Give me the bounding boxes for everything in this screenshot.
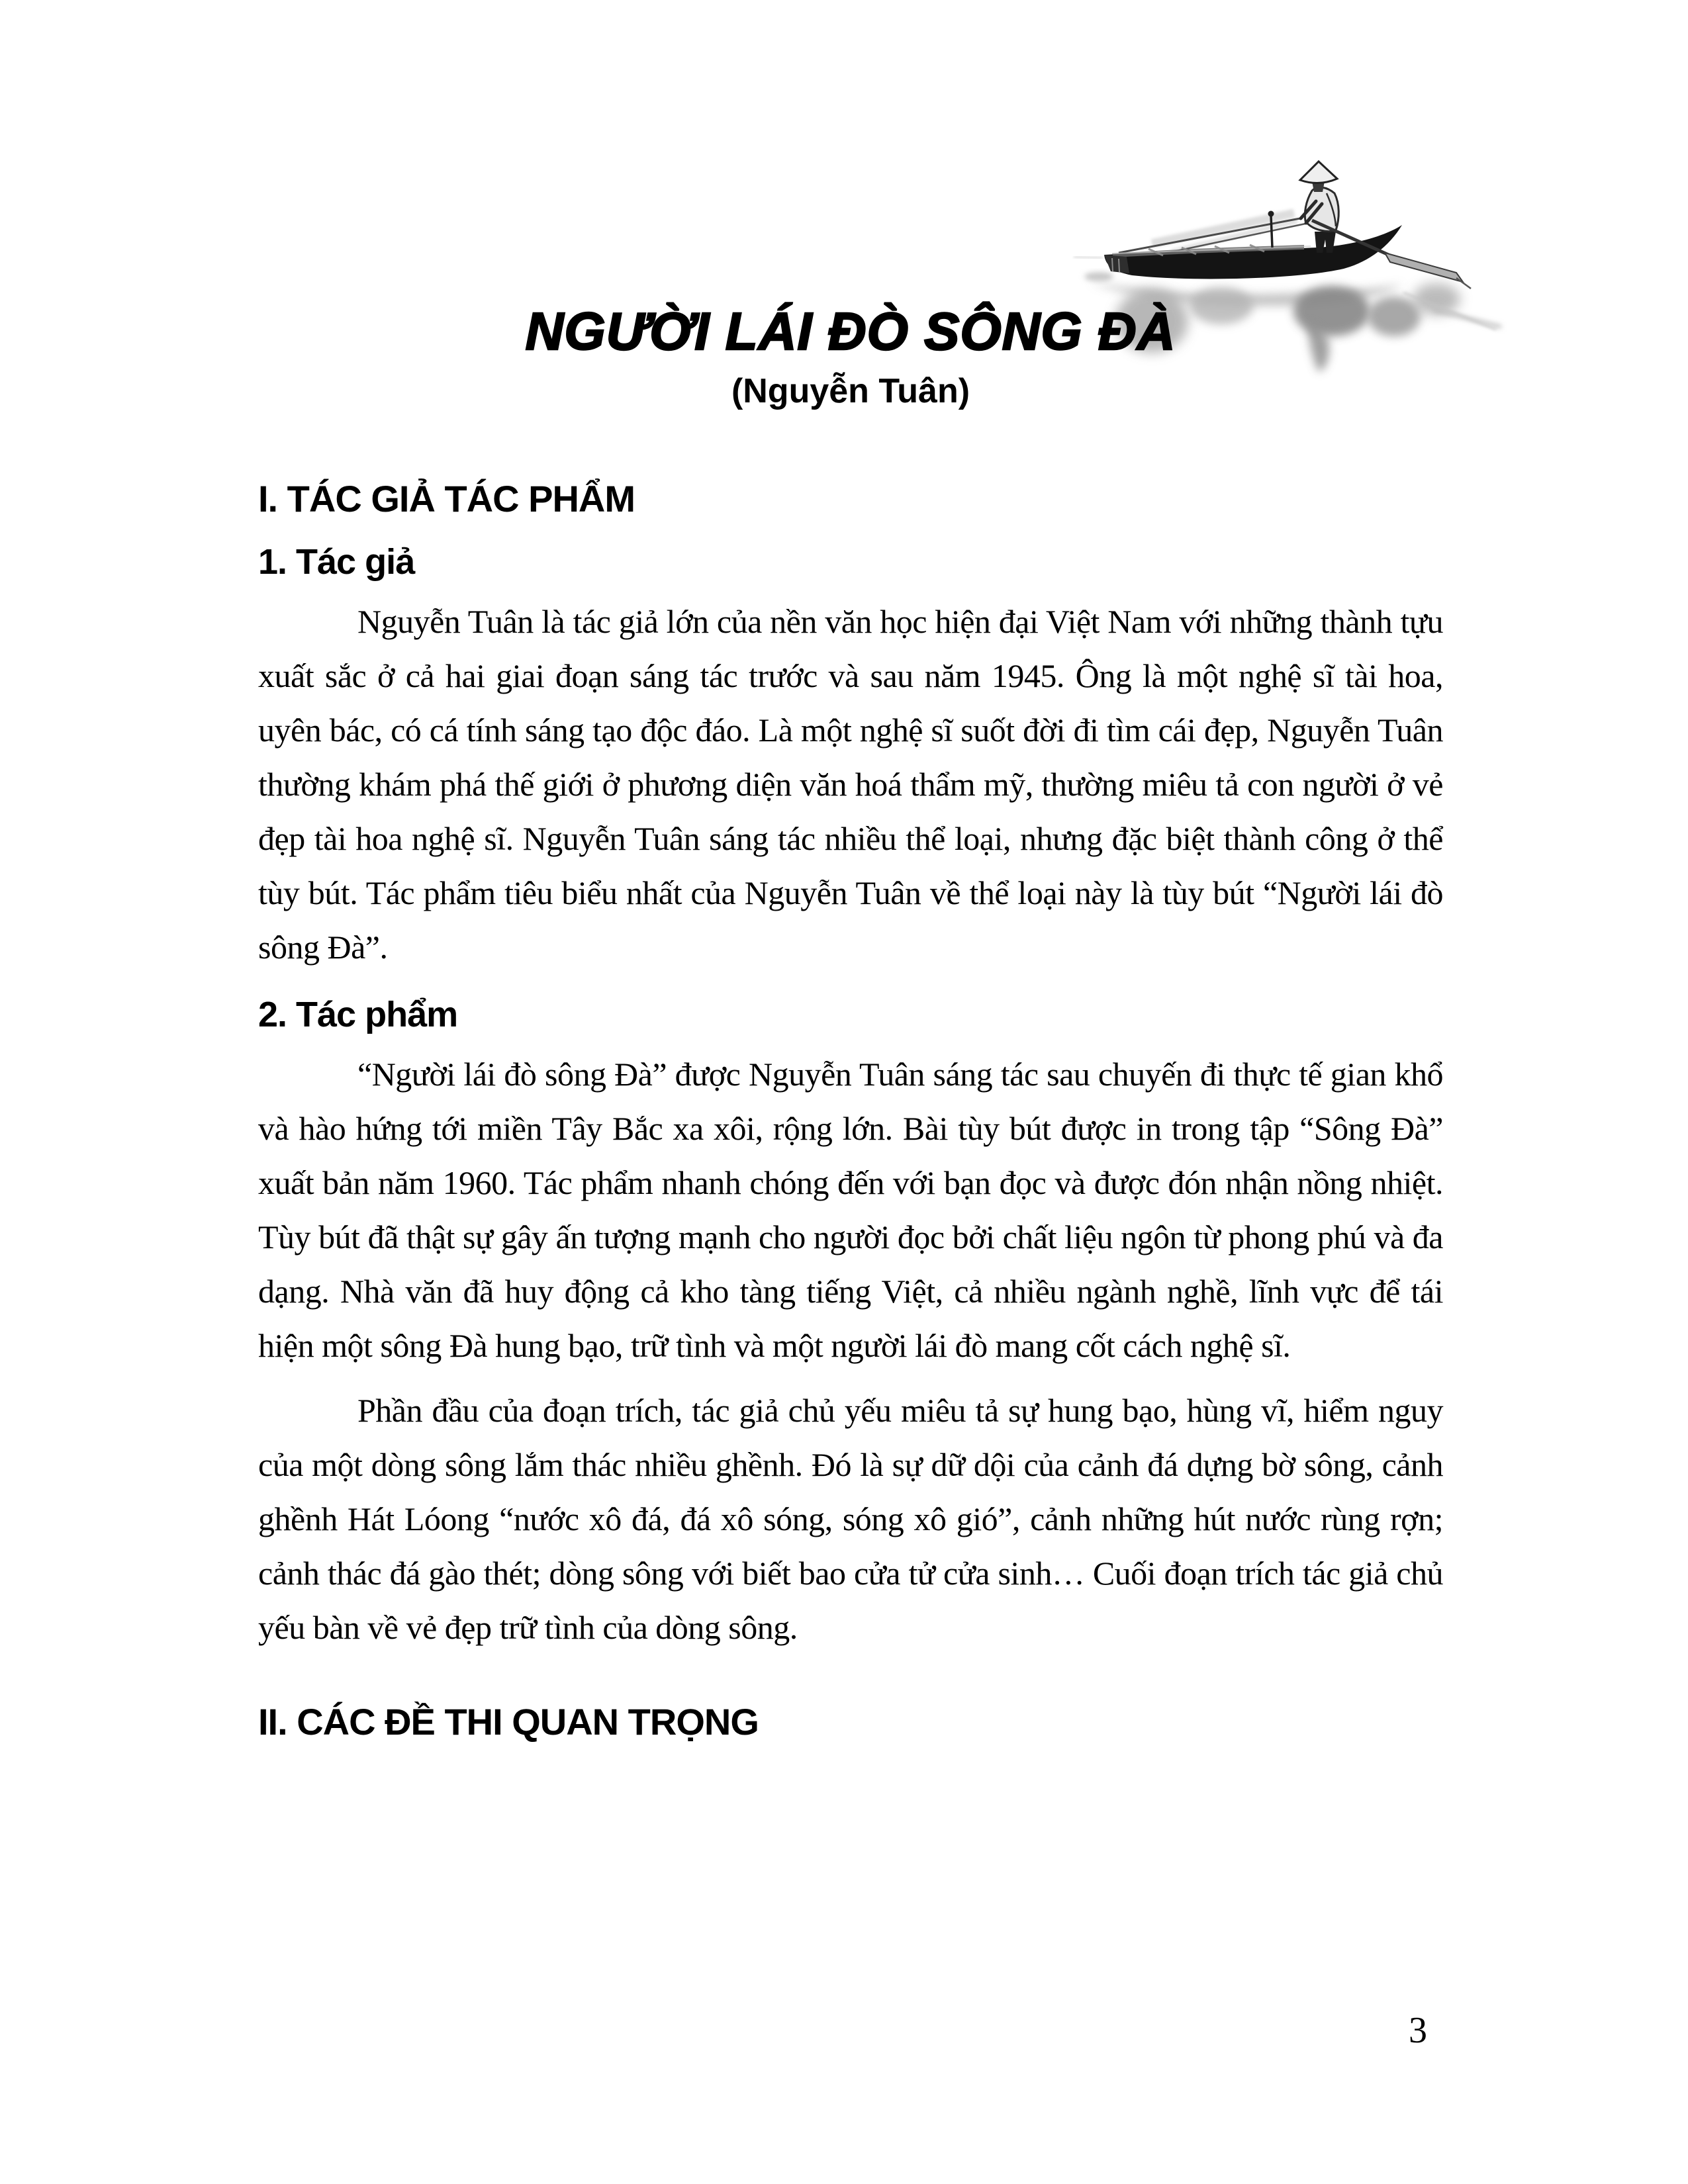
page-number: 3 [1409,2010,1427,2051]
document-title: NGƯỜI LÁI ĐÒ SÔNG ĐÀ [525,302,1176,361]
paragraph-excerpt-summary: Phần đầu của đoạn trích, tác giả chủ yếu miêu tả sự hung bạo, hùng vĩ, hiểm nguy của một dòng sông lắm thác nhiều ghềnh. Đó là sự dữ dội của cảnh đá dựng bờ sông, cảnh ghềnh Hát Lóong “nước xô đá, đá xô sóng, sóng xô gió”, cảnh những hút nước rùng rợn; cảnh thác đá gào thét; dòng sông với biết bao cửa tử cửa sinh… Cuối đoạn trích tác giả chủ yếu bàn về vẻ đẹp trữ tình của dòng sông. [258,1392,1443,1646]
subsection-heading-2: 2. Tác phẩm [258,995,458,1034]
conical-hat [1300,161,1337,183]
boatman-figure [1300,161,1338,253]
subsection-heading-1: 1. Tác giả [258,542,415,582]
text-column [258,474,1443,1747]
paragraph-author-bio: Nguyễn Tuân là tác giả lớn của nền văn học hiện đại Việt Nam với những thành tựu xuất sắc ở cả hai giai đoạn sáng tác trước và sau năm 1945. Ông là một nghệ sĩ tài hoa, uyên bác, có cá tính sáng tạo độc đáo. Là một nghệ sĩ suốt đời đi tìm cái đẹp, Nguyễn Tuân thường khám phá thế giới ở phương diện văn hoá thẩm mỹ, thường miêu tả con người ở vẻ đẹp tài hoa nghệ sĩ. Nguyễn Tuân sáng tác nhiều thể loại, nhưng đặc biệt thành công ở thể tùy bút. Tác phẩm tiêu biểu nhất của Nguyễn Tuân về thể loại này là tùy bút “Người lái đò sông Đà”. [258,603,1443,966]
paragraph-work-intro: “Người lái đò sông Đà” được Nguyễn Tuân sáng tác sau chuyến đi thực tế gian khổ và hào hứng tới miền Tây Bắc xa xôi, rộng lớn. Bài tùy bút được in trong tập “Sông Đà” xuất bản năm 1960. Tác phẩm nhanh chóng đến với bạn đọc và được đón nhận nồng nhiệt. Tùy bút đã thật sự gây ấn tượng mạnh cho người đọc bởi chất liệu ngôn từ phong phú và đa dạng. Nhà văn đã huy động cả kho tàng tiếng Việt, cả nhiều ngành nghề, lĩnh vực để tái hiện một sông Đà hung bạo, trữ tình và một người lái đò mang cốt cách nghệ sĩ. [258,1056,1443,1364]
document-author: (Nguyễn Tuân) [731,372,970,410]
title-block [258,301,1443,411]
section-heading-ii: II. CÁC ĐỀ THI QUAN TRỌNG [258,1701,759,1743]
section-heading-i: I. TÁC GIẢ TÁC PHẨM [258,478,635,520]
